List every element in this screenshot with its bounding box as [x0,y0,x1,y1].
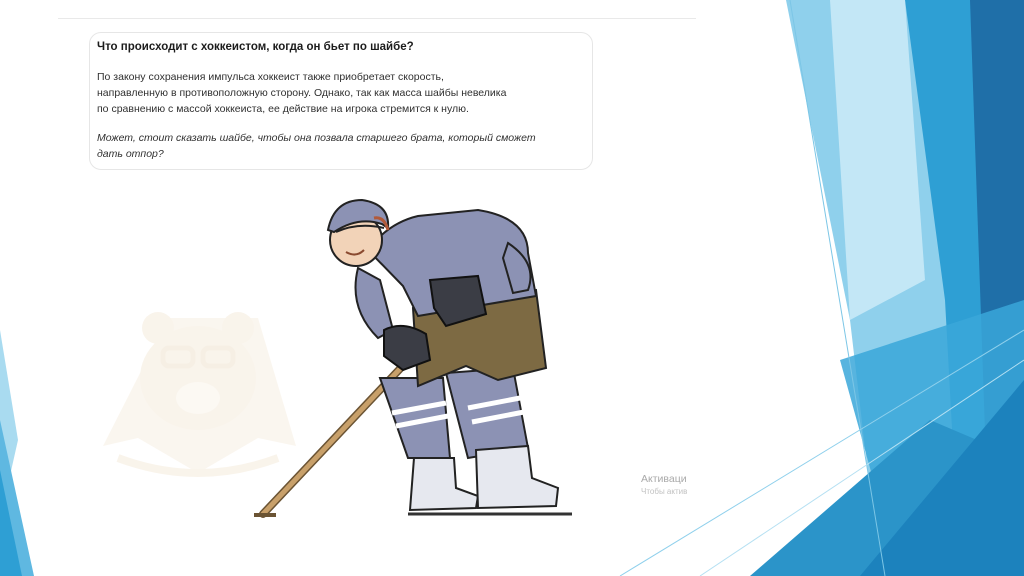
card-body-line: по сравнению с массой хоккеиста, ее действие на игрока стремится к нулю. [97,103,469,115]
card-title: Что происходит с хоккеистом, когда он бьет по шайбе? [97,41,414,53]
card-body-line: По закону сохранения импульса хоккеист также приобретает скорость, [97,71,444,83]
activation-title: Активаци [641,473,687,485]
card-italic-note [97,130,584,162]
card-body [97,69,584,117]
bear-with-glasses-logo-icon [103,312,296,473]
card-italic-line: дать отпор? [97,148,164,160]
content-screenshot [58,18,696,518]
card-body-line: направленную в противоположную сторону. Однако, так как масса шайбы невелика [97,87,507,99]
player-legs [380,368,528,458]
card-italic-line: Может, стоит сказать шайбе, чтобы она позвала старшего брата, который сможет [97,132,536,144]
activation-subtitle: Чтобы актив [641,487,688,496]
info-card [89,32,593,170]
activation-watermark [641,473,696,503]
